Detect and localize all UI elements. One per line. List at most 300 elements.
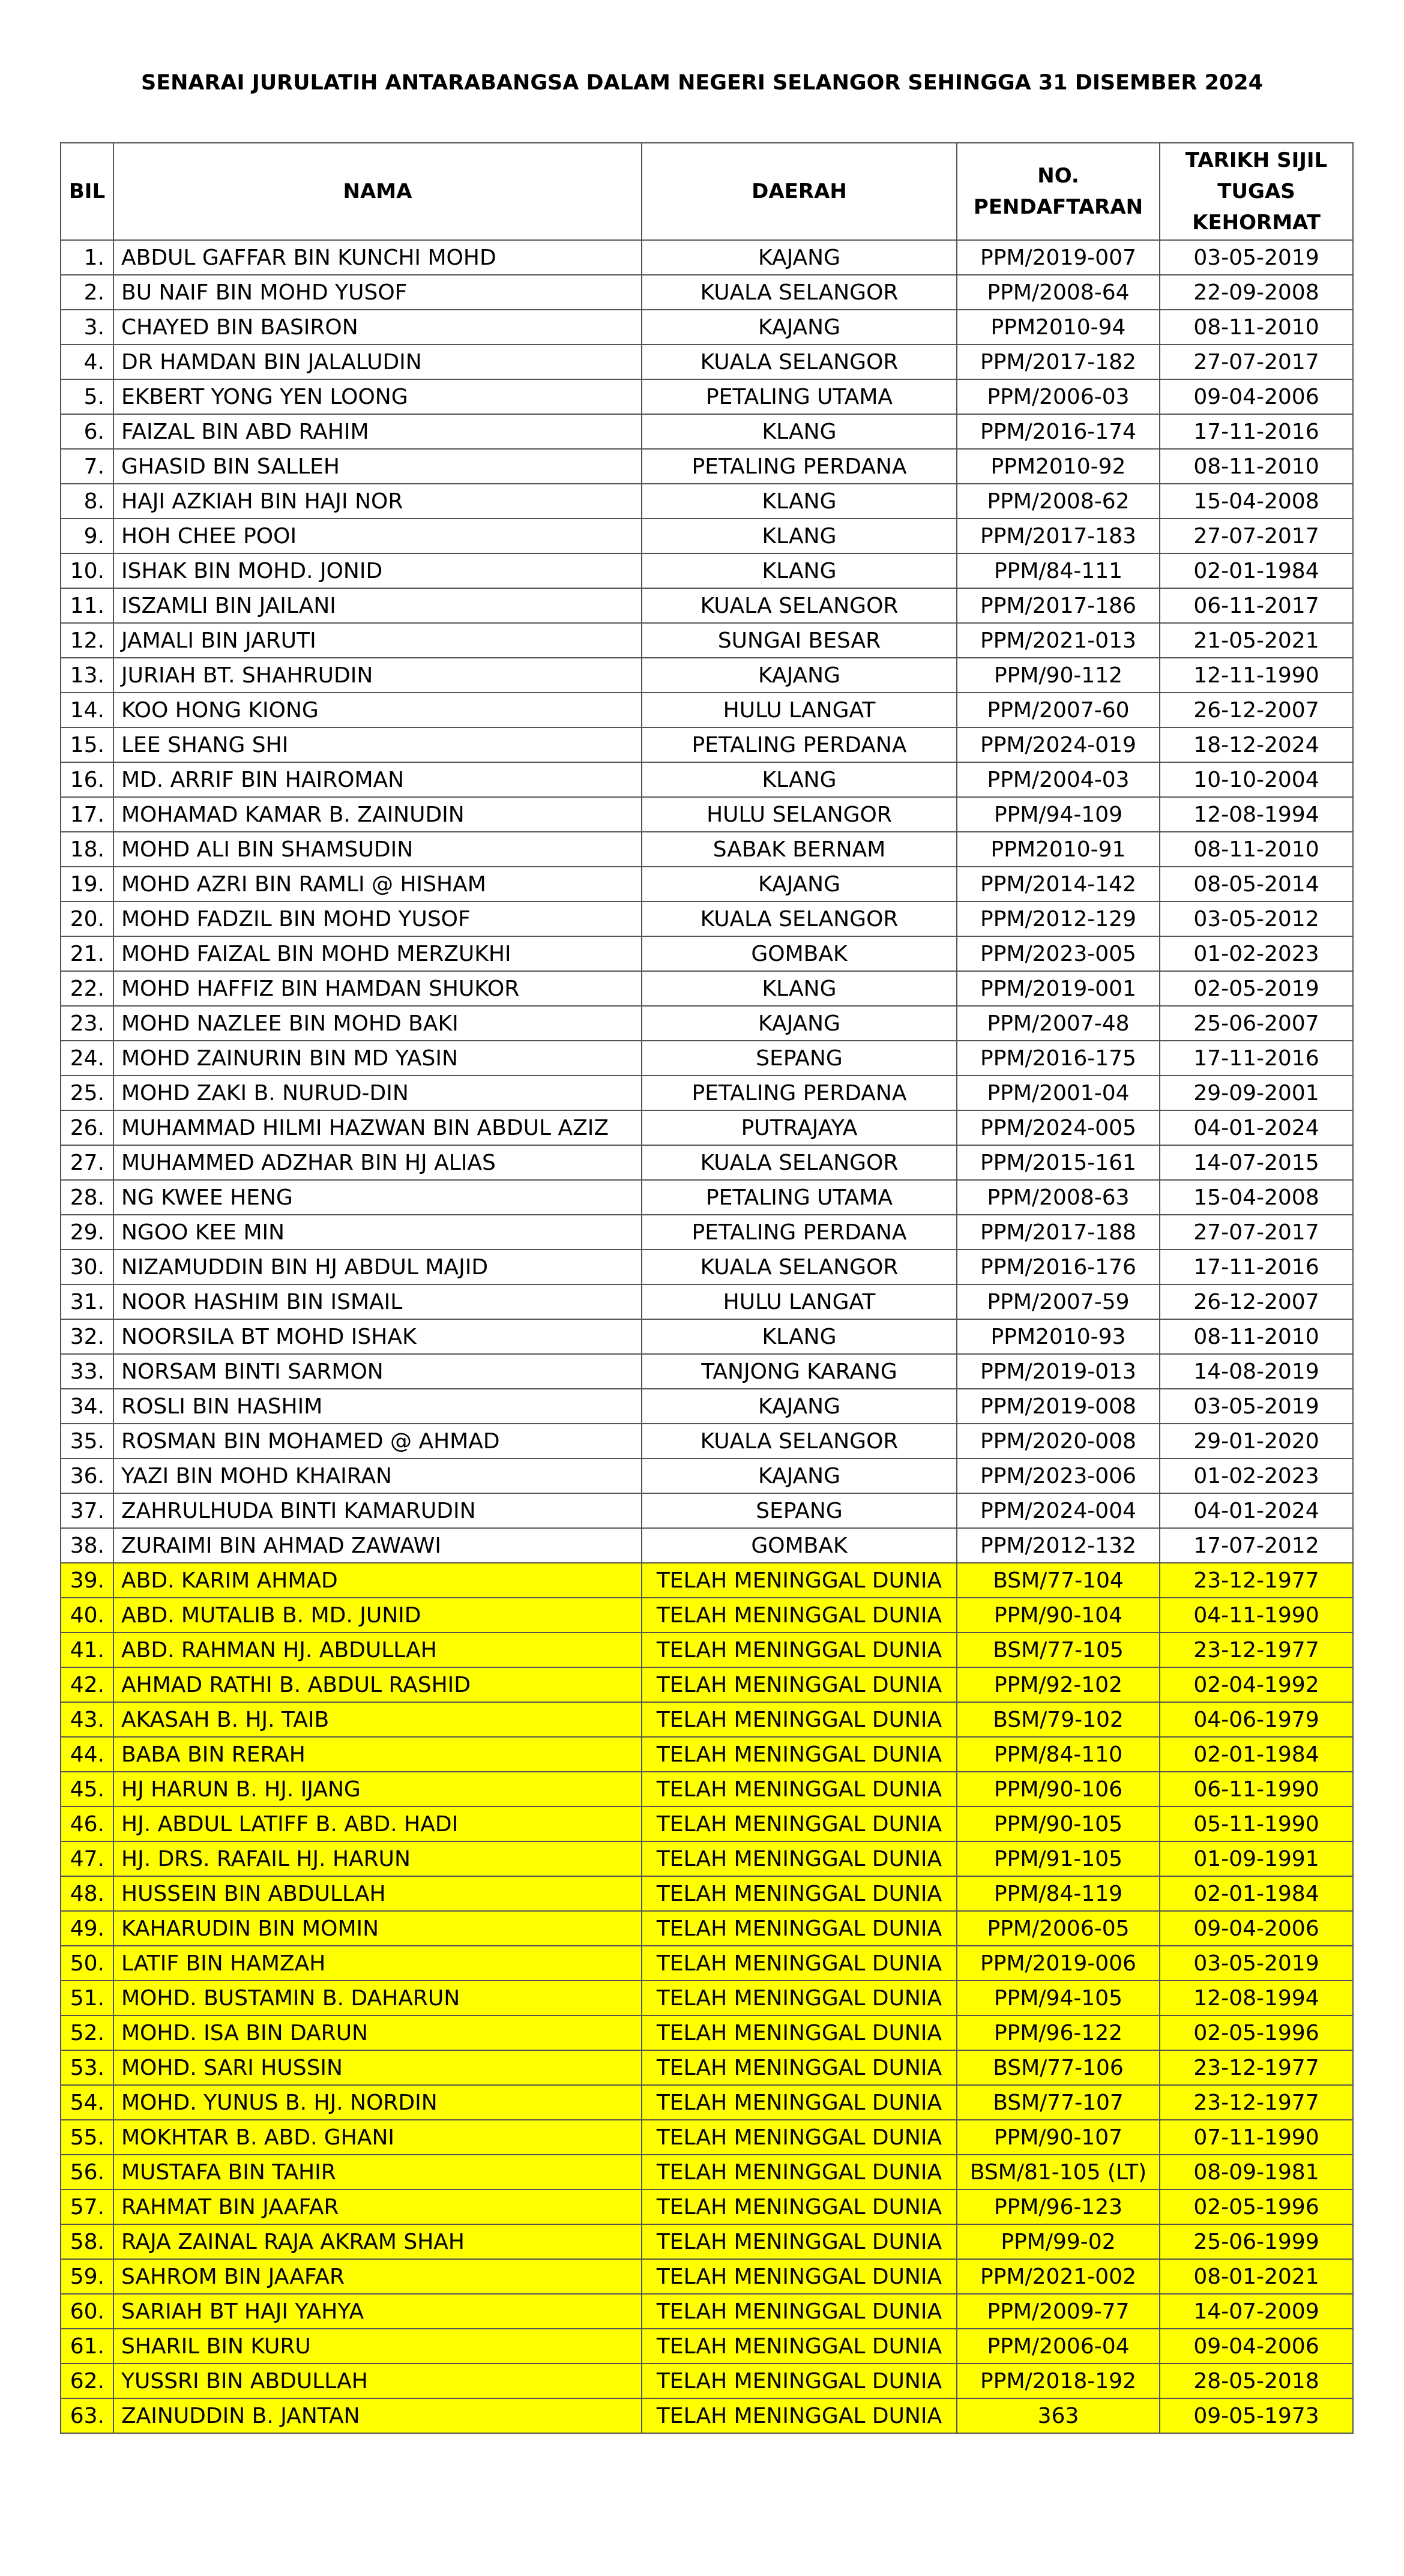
- cell-tarikh: 09-05-1973: [1160, 2398, 1353, 2433]
- cell-tarikh: 22-09-2008: [1160, 275, 1353, 310]
- cell-daerah: KLANG: [642, 553, 957, 588]
- cell-bil: 34.: [61, 1389, 113, 1424]
- cell-no-pendaftaran: PPM2010-91: [957, 832, 1160, 867]
- cell-tarikh: 26-12-2007: [1160, 693, 1353, 727]
- cell-bil: 37.: [61, 1493, 113, 1528]
- cell-tarikh: 06-11-1990: [1160, 1772, 1353, 1807]
- cell-daerah: GOMBAK: [642, 1528, 957, 1563]
- table-row: [61, 2398, 1353, 2433]
- cell-bil: 48.: [61, 1876, 113, 1911]
- cell-no-pendaftaran: PPM/90-107: [957, 2120, 1160, 2155]
- cell-bil: 57.: [61, 2189, 113, 2224]
- cell-no-pendaftaran: PPM/2016-174: [957, 414, 1160, 449]
- cell-daerah: KUALA SELANGOR: [642, 588, 957, 623]
- cell-daerah: TELAH MENINGGAL DUNIA: [642, 1876, 957, 1911]
- cell-tarikh: 03-05-2019: [1160, 1389, 1353, 1424]
- table-row: [61, 2189, 1353, 2224]
- cell-no-pendaftaran: PPM/92-102: [957, 1667, 1160, 1702]
- cell-tarikh: 02-01-1984: [1160, 1737, 1353, 1772]
- cell-bil: 36.: [61, 1458, 113, 1493]
- cell-tarikh: 01-02-2023: [1160, 936, 1353, 971]
- table-row: [61, 936, 1353, 971]
- cell-daerah: KLANG: [642, 971, 957, 1006]
- table-row: [61, 1006, 1353, 1041]
- cell-nama: NIZAMUDDIN BIN HJ ABDUL MAJID: [113, 1250, 642, 1284]
- table-row: [61, 2120, 1353, 2155]
- cell-daerah: HULU LANGAT: [642, 1284, 957, 1319]
- cell-no-pendaftaran: BSM/77-105: [957, 1633, 1160, 1667]
- cell-tarikh: 17-07-2012: [1160, 1528, 1353, 1563]
- cell-nama: MOHD. BUSTAMIN B. DAHARUN: [113, 1981, 642, 2015]
- cell-daerah: TELAH MENINGGAL DUNIA: [642, 1598, 957, 1633]
- cell-nama: HJ. ABDUL LATIFF B. ABD. HADI: [113, 1807, 642, 1841]
- cell-nama: ZAINUDDIN B. JANTAN: [113, 2398, 642, 2433]
- cell-daerah: GOMBAK: [642, 936, 957, 971]
- cell-tarikh: 02-04-1992: [1160, 1667, 1353, 1702]
- cell-no-pendaftaran: PPM/99-02: [957, 2224, 1160, 2259]
- cell-daerah: HULU LANGAT: [642, 693, 957, 727]
- cell-no-pendaftaran: PPM2010-92: [957, 449, 1160, 484]
- cell-tarikh: 01-09-1991: [1160, 1841, 1353, 1876]
- table-row: [61, 2224, 1353, 2259]
- cell-no-pendaftaran: PPM/2001-04: [957, 1076, 1160, 1110]
- cell-bil: 47.: [61, 1841, 113, 1876]
- cell-bil: 60.: [61, 2294, 113, 2329]
- cell-tarikh: 14-08-2019: [1160, 1354, 1353, 1389]
- cell-bil: 52.: [61, 2015, 113, 2050]
- cell-no-pendaftaran: PPM/84-119: [957, 1876, 1160, 1911]
- cell-no-pendaftaran: PPM/2006-03: [957, 379, 1160, 414]
- cell-daerah: SUNGAI BESAR: [642, 623, 957, 658]
- header-no-line2: PENDAFTARAN: [973, 195, 1143, 219]
- cell-bil: 58.: [61, 2224, 113, 2259]
- cell-bil: 44.: [61, 1737, 113, 1772]
- table-row: [61, 414, 1353, 449]
- cell-tarikh: 10-10-2004: [1160, 762, 1353, 797]
- cell-bil: 31.: [61, 1284, 113, 1319]
- cell-no-pendaftaran: BSM/79-102: [957, 1702, 1160, 1737]
- cell-bil: 26.: [61, 1110, 113, 1145]
- cell-tarikh: 17-11-2016: [1160, 1250, 1353, 1284]
- cell-nama: RAJA ZAINAL RAJA AKRAM SHAH: [113, 2224, 642, 2259]
- cell-daerah: PETALING PERDANA: [642, 727, 957, 762]
- cell-nama: HUSSEIN BIN ABDULLAH: [113, 1876, 642, 1911]
- header-tarikh-line2: TUGAS: [1217, 179, 1295, 203]
- cell-bil: 42.: [61, 1667, 113, 1702]
- cell-daerah: KAJANG: [642, 310, 957, 345]
- cell-no-pendaftaran: PPM/2019-007: [957, 240, 1160, 275]
- cell-nama: MOHD. ISA BIN DARUN: [113, 2015, 642, 2050]
- cell-tarikh: 09-04-2006: [1160, 2329, 1353, 2364]
- cell-nama: NGOO KEE MIN: [113, 1215, 642, 1250]
- cell-no-pendaftaran: PPM/2017-182: [957, 345, 1160, 379]
- table-row: [61, 1737, 1353, 1772]
- cell-bil: 8.: [61, 484, 113, 519]
- cell-nama: ISZAMLI BIN JAILANI: [113, 588, 642, 623]
- cell-daerah: PETALING PERDANA: [642, 449, 957, 484]
- cell-tarikh: 08-09-1981: [1160, 2155, 1353, 2189]
- cell-nama: DR HAMDAN BIN JALALUDIN: [113, 345, 642, 379]
- cell-bil: 3.: [61, 310, 113, 345]
- cell-nama: MOKHTAR B. ABD. GHANI: [113, 2120, 642, 2155]
- cell-tarikh: 18-12-2024: [1160, 727, 1353, 762]
- cell-daerah: KAJANG: [642, 658, 957, 693]
- cell-daerah: KAJANG: [642, 1006, 957, 1041]
- cell-bil: 55.: [61, 2120, 113, 2155]
- cell-daerah: TELAH MENINGGAL DUNIA: [642, 1981, 957, 2015]
- table-row: [61, 1563, 1353, 1598]
- cell-nama: ROSMAN BIN MOHAMED @ AHMAD: [113, 1424, 642, 1458]
- cell-daerah: KLANG: [642, 762, 957, 797]
- cell-nama: MUHAMMED ADZHAR BIN HJ ALIAS: [113, 1145, 642, 1180]
- cell-tarikh: 01-02-2023: [1160, 1458, 1353, 1493]
- cell-bil: 7.: [61, 449, 113, 484]
- table-row: [61, 867, 1353, 901]
- cell-no-pendaftaran: PPM/2019-008: [957, 1389, 1160, 1424]
- cell-daerah: TELAH MENINGGAL DUNIA: [642, 2259, 957, 2294]
- table-row: [61, 1911, 1353, 1946]
- cell-bil: 53.: [61, 2050, 113, 2085]
- header-tarikh-line3: KEHORMAT: [1192, 211, 1321, 235]
- cell-bil: 15.: [61, 727, 113, 762]
- cell-tarikh: 14-07-2015: [1160, 1145, 1353, 1180]
- cell-nama: ABD. KARIM AHMAD: [113, 1563, 642, 1598]
- cell-tarikh: 17-11-2016: [1160, 414, 1353, 449]
- cell-bil: 32.: [61, 1319, 113, 1354]
- cell-nama: HJ. DRS. RAFAIL HJ. HARUN: [113, 1841, 642, 1876]
- cell-no-pendaftaran: PPM/2006-04: [957, 2329, 1160, 2364]
- cell-daerah: KUALA SELANGOR: [642, 1424, 957, 1458]
- cell-nama: ROSLI BIN HASHIM: [113, 1389, 642, 1424]
- cell-no-pendaftaran: PPM/2014-142: [957, 867, 1160, 901]
- cell-no-pendaftaran: PPM/2006-05: [957, 1911, 1160, 1946]
- table-row: [61, 345, 1353, 379]
- cell-nama: SHARIL BIN KURU: [113, 2329, 642, 2364]
- table-row: [61, 762, 1353, 797]
- cell-bil: 54.: [61, 2085, 113, 2120]
- cell-nama: GHASID BIN SALLEH: [113, 449, 642, 484]
- cell-bil: 27.: [61, 1145, 113, 1180]
- cell-no-pendaftaran: PPM/2017-188: [957, 1215, 1160, 1250]
- cell-daerah: TELAH MENINGGAL DUNIA: [642, 2120, 957, 2155]
- table-row: [61, 2259, 1353, 2294]
- cell-bil: 11.: [61, 588, 113, 623]
- cell-nama: MOHD AZRI BIN RAMLI @ HISHAM: [113, 867, 642, 901]
- cell-tarikh: 09-04-2006: [1160, 1911, 1353, 1946]
- cell-bil: 61.: [61, 2329, 113, 2364]
- cell-daerah: KUALA SELANGOR: [642, 1145, 957, 1180]
- table-row: [61, 2329, 1353, 2364]
- cell-no-pendaftaran: PPM/2009-77: [957, 2294, 1160, 2329]
- cell-daerah: TELAH MENINGGAL DUNIA: [642, 2050, 957, 2085]
- cell-no-pendaftaran: PPM/2004-03: [957, 762, 1160, 797]
- cell-tarikh: 05-11-1990: [1160, 1807, 1353, 1841]
- table-row: [61, 1250, 1353, 1284]
- cell-bil: 29.: [61, 1215, 113, 1250]
- cell-nama: ABD. RAHMAN HJ. ABDULLAH: [113, 1633, 642, 1667]
- table-row: [61, 1493, 1353, 1528]
- cell-nama: MD. ARRIF BIN HAIROMAN: [113, 762, 642, 797]
- cell-nama: ZAHRULHUDA BINTI KAMARUDIN: [113, 1493, 642, 1528]
- cell-bil: 40.: [61, 1598, 113, 1633]
- table-row: [61, 484, 1353, 519]
- cell-nama: MOHD FAIZAL BIN MOHD MERZUKHI: [113, 936, 642, 971]
- cell-no-pendaftaran: PPM/2019-001: [957, 971, 1160, 1006]
- cell-daerah: PETALING PERDANA: [642, 1076, 957, 1110]
- cell-nama: AKASAH B. HJ. TAIB: [113, 1702, 642, 1737]
- table-row: [61, 1215, 1353, 1250]
- cell-bil: 39.: [61, 1563, 113, 1598]
- cell-daerah: KAJANG: [642, 240, 957, 275]
- cell-daerah: KUALA SELANGOR: [642, 901, 957, 936]
- cell-nama: JURIAH BT. SHAHRUDIN: [113, 658, 642, 693]
- cell-no-pendaftaran: PPM/90-104: [957, 1598, 1160, 1633]
- table-row: [61, 693, 1353, 727]
- cell-nama: YAZI BIN MOHD KHAIRAN: [113, 1458, 642, 1493]
- cell-bil: 43.: [61, 1702, 113, 1737]
- cell-nama: LEE SHANG SHI: [113, 727, 642, 762]
- cell-nama: MOHD ALI BIN SHAMSUDIN: [113, 832, 642, 867]
- cell-nama: EKBERT YONG YEN LOONG: [113, 379, 642, 414]
- table-body: [61, 240, 1353, 2433]
- cell-daerah: SEPANG: [642, 1493, 957, 1528]
- cell-daerah: TELAH MENINGGAL DUNIA: [642, 2155, 957, 2189]
- cell-tarikh: 15-04-2008: [1160, 484, 1353, 519]
- cell-bil: 25.: [61, 1076, 113, 1110]
- cell-nama: BU NAIF BIN MOHD YUSOF: [113, 275, 642, 310]
- table-row: [61, 1354, 1353, 1389]
- table-row: [61, 1145, 1353, 1180]
- cell-bil: 30.: [61, 1250, 113, 1284]
- cell-daerah: KLANG: [642, 414, 957, 449]
- cell-no-pendaftaran: BSM/77-104: [957, 1563, 1160, 1598]
- cell-tarikh: 17-11-2016: [1160, 1041, 1353, 1076]
- cell-nama: MUHAMMAD HILMI HAZWAN BIN ABDUL AZIZ: [113, 1110, 642, 1145]
- cell-tarikh: 23-12-1977: [1160, 2085, 1353, 2120]
- cell-no-pendaftaran: PPM/2024-005: [957, 1110, 1160, 1145]
- cell-daerah: TELAH MENINGGAL DUNIA: [642, 2398, 957, 2433]
- cell-tarikh: 27-07-2017: [1160, 345, 1353, 379]
- cell-no-pendaftaran: PPM/2020-008: [957, 1424, 1160, 1458]
- cell-tarikh: 23-12-1977: [1160, 1563, 1353, 1598]
- table-row: [61, 1981, 1353, 2015]
- cell-no-pendaftaran: PPM/84-111: [957, 553, 1160, 588]
- table-row: [61, 1284, 1353, 1319]
- table-row: [61, 1807, 1353, 1841]
- cell-daerah: KLANG: [642, 484, 957, 519]
- table-row: [61, 2050, 1353, 2085]
- cell-nama: ABDUL GAFFAR BIN KUNCHI MOHD: [113, 240, 642, 275]
- cell-tarikh: 06-11-2017: [1160, 588, 1353, 623]
- cell-daerah: PETALING PERDANA: [642, 1215, 957, 1250]
- table-row: [61, 2294, 1353, 2329]
- cell-no-pendaftaran: PPM/2007-59: [957, 1284, 1160, 1319]
- table-header-row: [61, 143, 1353, 240]
- cell-daerah: PUTRAJAYA: [642, 1110, 957, 1145]
- table-row: [61, 901, 1353, 936]
- cell-tarikh: 27-07-2017: [1160, 519, 1353, 553]
- cell-bil: 41.: [61, 1633, 113, 1667]
- cell-no-pendaftaran: PPM/2023-006: [957, 1458, 1160, 1493]
- cell-bil: 50.: [61, 1946, 113, 1981]
- cell-tarikh: 04-11-1990: [1160, 1598, 1353, 1633]
- header-no-line1: NO.: [1037, 164, 1079, 188]
- cell-tarikh: 27-07-2017: [1160, 1215, 1353, 1250]
- cell-daerah: TELAH MENINGGAL DUNIA: [642, 2015, 957, 2050]
- table-row: [61, 2155, 1353, 2189]
- cell-tarikh: 08-11-2010: [1160, 832, 1353, 867]
- header-tarikh-line1: TARIKH SIJIL: [1185, 148, 1328, 172]
- cell-no-pendaftaran: PPM/2012-132: [957, 1528, 1160, 1563]
- cell-tarikh: 08-01-2021: [1160, 2259, 1353, 2294]
- table-row: [61, 1876, 1353, 1911]
- cell-no-pendaftaran: PPM/2019-013: [957, 1354, 1160, 1389]
- cell-nama: JAMALI BIN JARUTI: [113, 623, 642, 658]
- header-no-pendaftaran: [957, 143, 1160, 240]
- cell-daerah: KLANG: [642, 1319, 957, 1354]
- cell-no-pendaftaran: PPM/91-105: [957, 1841, 1160, 1876]
- cell-bil: 20.: [61, 901, 113, 936]
- cell-bil: 22.: [61, 971, 113, 1006]
- table-row: [61, 1528, 1353, 1563]
- cell-no-pendaftaran: PPM/2012-129: [957, 901, 1160, 936]
- cell-daerah: KUALA SELANGOR: [642, 345, 957, 379]
- cell-bil: 9.: [61, 519, 113, 553]
- cell-daerah: KUALA SELANGOR: [642, 275, 957, 310]
- cell-no-pendaftaran: PPM/94-109: [957, 797, 1160, 832]
- cell-daerah: TELAH MENINGGAL DUNIA: [642, 1911, 957, 1946]
- table-row: [61, 658, 1353, 693]
- cell-bil: 28.: [61, 1180, 113, 1215]
- cell-nama: MOHD ZAKI B. NURUD-DIN: [113, 1076, 642, 1110]
- cell-tarikh: 12-11-1990: [1160, 658, 1353, 693]
- table-row: [61, 1946, 1353, 1981]
- cell-bil: 18.: [61, 832, 113, 867]
- cell-no-pendaftaran: BSM/77-107: [957, 2085, 1160, 2120]
- cell-no-pendaftaran: PPM/2023-005: [957, 936, 1160, 971]
- cell-daerah: TELAH MENINGGAL DUNIA: [642, 2294, 957, 2329]
- table-row: [61, 971, 1353, 1006]
- cell-nama: MOHD ZAINURIN BIN MD YASIN: [113, 1041, 642, 1076]
- cell-no-pendaftaran: PPM/2015-161: [957, 1145, 1160, 1180]
- cell-nama: AHMAD RATHI B. ABDUL RASHID: [113, 1667, 642, 1702]
- cell-nama: FAIZAL BIN ABD RAHIM: [113, 414, 642, 449]
- cell-tarikh: 03-05-2019: [1160, 240, 1353, 275]
- cell-daerah: TELAH MENINGGAL DUNIA: [642, 1667, 957, 1702]
- table-row: [61, 1633, 1353, 1667]
- cell-daerah: TELAH MENINGGAL DUNIA: [642, 2189, 957, 2224]
- table-row: [61, 240, 1353, 275]
- trainer-table: [60, 142, 1354, 2434]
- cell-bil: 6.: [61, 414, 113, 449]
- cell-tarikh: 12-08-1994: [1160, 1981, 1353, 2015]
- cell-tarikh: 02-05-2019: [1160, 971, 1353, 1006]
- cell-bil: 10.: [61, 553, 113, 588]
- table-row: [61, 275, 1353, 310]
- cell-bil: 49.: [61, 1911, 113, 1946]
- cell-daerah: TELAH MENINGGAL DUNIA: [642, 1633, 957, 1667]
- cell-daerah: TELAH MENINGGAL DUNIA: [642, 1563, 957, 1598]
- table-row: [61, 797, 1353, 832]
- header-tarikh-sijil: [1160, 143, 1353, 240]
- cell-tarikh: 04-01-2024: [1160, 1493, 1353, 1528]
- cell-no-pendaftaran: BSM/81-105 (LT): [957, 2155, 1160, 2189]
- cell-bil: 13.: [61, 658, 113, 693]
- cell-daerah: TELAH MENINGGAL DUNIA: [642, 1807, 957, 1841]
- cell-nama: MUSTAFA BIN TAHIR: [113, 2155, 642, 2189]
- cell-daerah: HULU SELANGOR: [642, 797, 957, 832]
- cell-bil: 12.: [61, 623, 113, 658]
- cell-nama: MOHAMAD KAMAR B. ZAINUDIN: [113, 797, 642, 832]
- table-row: [61, 1598, 1353, 1633]
- cell-daerah: TELAH MENINGGAL DUNIA: [642, 1772, 957, 1807]
- cell-tarikh: 21-05-2021: [1160, 623, 1353, 658]
- cell-daerah: PETALING UTAMA: [642, 379, 957, 414]
- cell-no-pendaftaran: PPM/2016-175: [957, 1041, 1160, 1076]
- table-row: [61, 1389, 1353, 1424]
- table-row: [61, 1841, 1353, 1876]
- cell-tarikh: 03-05-2012: [1160, 901, 1353, 936]
- cell-bil: 63.: [61, 2398, 113, 2433]
- cell-tarikh: 03-05-2019: [1160, 1946, 1353, 1981]
- cell-daerah: TANJONG KARANG: [642, 1354, 957, 1389]
- cell-no-pendaftaran: PPM/2017-186: [957, 588, 1160, 623]
- cell-daerah: KAJANG: [642, 1458, 957, 1493]
- cell-daerah: PETALING UTAMA: [642, 1180, 957, 1215]
- cell-tarikh: 08-05-2014: [1160, 867, 1353, 901]
- table-row: [61, 1110, 1353, 1145]
- table-row: [61, 2015, 1353, 2050]
- header-bil: BIL: [61, 143, 113, 240]
- cell-nama: LATIF BIN HAMZAH: [113, 1946, 642, 1981]
- cell-no-pendaftaran: PPM/2024-004: [957, 1493, 1160, 1528]
- cell-nama: MOHD NAZLEE BIN MOHD BAKI: [113, 1006, 642, 1041]
- cell-bil: 33.: [61, 1354, 113, 1389]
- cell-nama: MOHD FADZIL BIN MOHD YUSOF: [113, 901, 642, 936]
- cell-bil: 21.: [61, 936, 113, 971]
- cell-nama: HJ HARUN B. HJ. IJANG: [113, 1772, 642, 1807]
- cell-daerah: KAJANG: [642, 1389, 957, 1424]
- table-row: [61, 1180, 1353, 1215]
- cell-no-pendaftaran: PPM/2019-006: [957, 1946, 1160, 1981]
- cell-tarikh: 25-06-2007: [1160, 1006, 1353, 1041]
- cell-no-pendaftaran: PPM/90-105: [957, 1807, 1160, 1841]
- cell-tarikh: 04-06-1979: [1160, 1702, 1353, 1737]
- table-row: [61, 1458, 1353, 1493]
- table-row: [61, 379, 1353, 414]
- cell-no-pendaftaran: PPM/94-105: [957, 1981, 1160, 2015]
- table-row: [61, 1319, 1353, 1354]
- cell-nama: CHAYED BIN BASIRON: [113, 310, 642, 345]
- header-daerah: DAERAH: [642, 143, 957, 240]
- cell-daerah: KUALA SELANGOR: [642, 1250, 957, 1284]
- cell-tarikh: 23-12-1977: [1160, 2050, 1353, 2085]
- cell-bil: 35.: [61, 1424, 113, 1458]
- cell-nama: HAJI AZKIAH BIN HAJI NOR: [113, 484, 642, 519]
- cell-tarikh: 29-09-2001: [1160, 1076, 1353, 1110]
- cell-nama: MOHD. YUNUS B. HJ. NORDIN: [113, 2085, 642, 2120]
- cell-tarikh: 02-01-1984: [1160, 553, 1353, 588]
- cell-bil: 62.: [61, 2364, 113, 2398]
- cell-tarikh: 08-11-2010: [1160, 449, 1353, 484]
- cell-no-pendaftaran: BSM/77-106: [957, 2050, 1160, 2085]
- cell-tarikh: 08-11-2010: [1160, 1319, 1353, 1354]
- table-row: [61, 519, 1353, 553]
- cell-daerah: TELAH MENINGGAL DUNIA: [642, 2364, 957, 2398]
- cell-no-pendaftaran: PPM/2007-60: [957, 693, 1160, 727]
- table-row: [61, 2364, 1353, 2398]
- cell-tarikh: 28-05-2018: [1160, 2364, 1353, 2398]
